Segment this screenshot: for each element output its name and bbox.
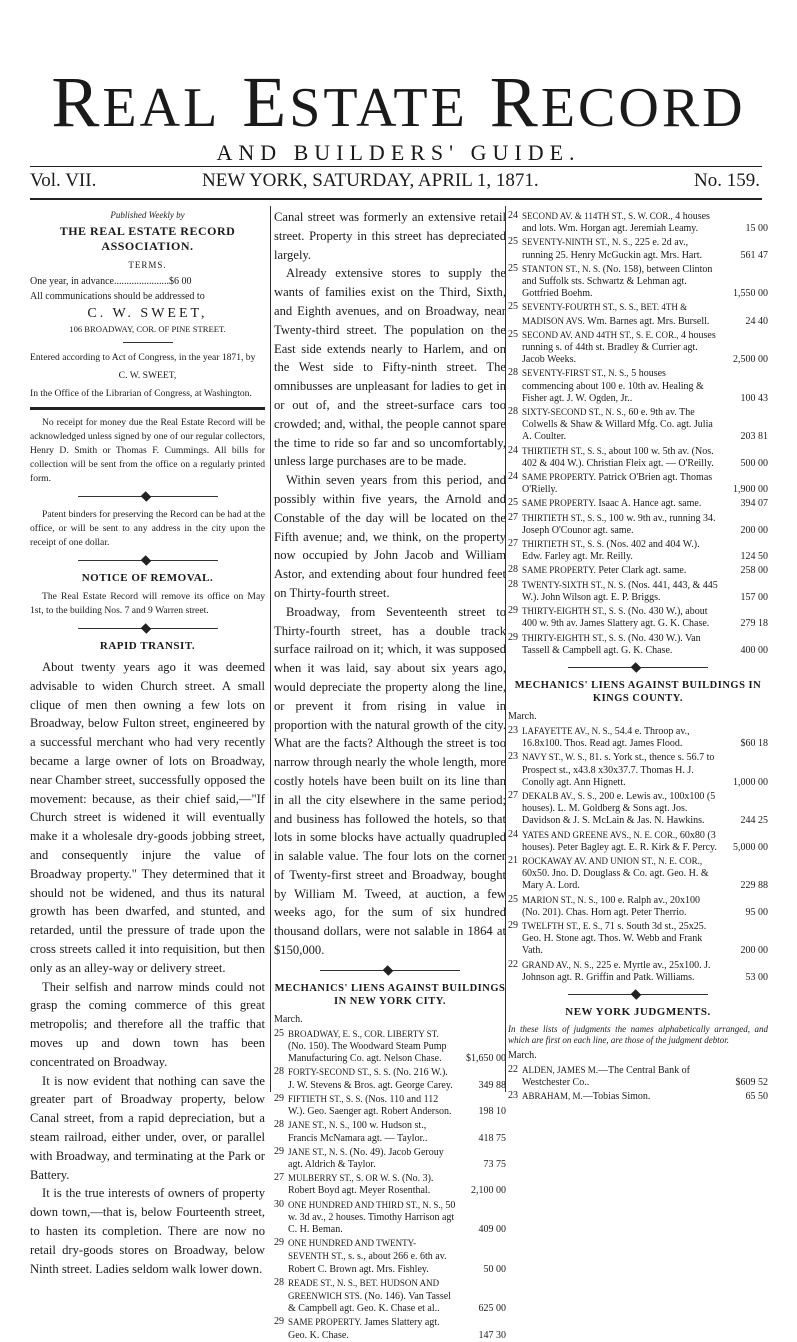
column-1 (30, 208, 265, 1276)
list-item (508, 579, 768, 604)
list-item (508, 829, 768, 854)
entry-parties: 225 e. 2d av., running 25. Henry McGuckin agt. Mrs. Hart. (522, 237, 702, 261)
entry-day: 25 (274, 1027, 284, 1039)
publisher-address: 106 BROADWAY, COR. OF PINE STREET. (69, 324, 226, 334)
entry-day: 27 (274, 1172, 284, 1184)
entry-parties: 54.4 e. Throop av., 16.8x100. Thos. Read agt. James Flood. (522, 725, 690, 750)
list-item (508, 725, 768, 750)
entry-parties: 60 e. 9th av. The Colwells & Shaw & Willard Mfg. Co. agt. Julia A. Coulter. (522, 407, 713, 443)
entry-day: 28 (508, 367, 518, 379)
article-paragraph: Canal street was formerly an extensive retail street. Property in this street has depreciated largely. (274, 210, 506, 262)
entry-amount: 24 40 (745, 315, 768, 327)
separator (568, 994, 708, 996)
column-3 (508, 208, 768, 1103)
entry-amount: 229 88 (740, 880, 768, 892)
entry-amount: 95 00 (745, 906, 768, 918)
entry-amount: 5,000 00 (733, 841, 768, 853)
entry-amount: $60 18 (740, 738, 768, 750)
title-word-record: RECORD (489, 62, 746, 142)
entry-text (288, 1199, 460, 1237)
entry-text (288, 1172, 460, 1197)
entry-location: STANTON ST., N. S. (522, 263, 601, 274)
entry-location: FORTY-SECOND ST., S. S. (288, 1067, 391, 1078)
liens-nyc-list (274, 1028, 506, 1342)
list-item (508, 751, 768, 789)
entry-location: SEVENTY-FIRST ST., N. S., (522, 368, 629, 379)
article-paragraph: Their selfish and narrow minds could not grasp the coming commerce of this great metropolis; and therefore all the traffic that moves up and down town has been concentrated on Broadway. (30, 979, 265, 1069)
entry-location: ONE HUNDRED AND TWENTY-SEVENTH ST., (288, 1238, 417, 1262)
entry-day: 25 (508, 328, 518, 340)
entry-day: 28 (274, 1119, 284, 1131)
entry-text (522, 367, 722, 405)
entry-text (288, 1316, 460, 1341)
entry-text (522, 829, 722, 854)
entry-amount: 124 50 (740, 551, 768, 563)
entry-amount: 409 00 (478, 1223, 506, 1235)
binders-notice: Patent binders for preserving the Record can be had at the office, or will be sent to any address in the city upon the receipt of one dollar. (30, 509, 265, 548)
entry-location: THIRTIETH ST., S. S. (522, 539, 605, 550)
entry-parties: James Slattery agt. Geo. K. Chase. (288, 1317, 440, 1341)
list-item (508, 538, 768, 563)
published-line: Published Weekly by (110, 210, 185, 220)
entry-amount: 203 81 (740, 431, 768, 443)
entry-day: 21 (508, 854, 518, 866)
list-item (508, 210, 768, 235)
entry-text (522, 920, 722, 958)
article-paragraph: Within seven years from this period, and possibly within five years, the Arnold and Constable of the day will be located on the Fifth avenue; and, we think, on the property now occupied by John Jacob and William Astor, and extending about four hundred feet on Thirty-fourth street. (274, 473, 506, 600)
entry-day: 22 (508, 958, 518, 970)
entry-parties: (No. 430 W.). Van Tassell & Campbell agt. G. K. Chase. (522, 632, 701, 656)
entry-parties: 71 s. South 3d st., 25x25. Geo. H. Stone agt. Thos. W. Webb and Frank Vath. (522, 920, 707, 957)
entry-location: SAME PROPERTY. (522, 472, 596, 483)
list-item (274, 1028, 506, 1066)
entry-location: ALDEN, JAMES M. (522, 1064, 599, 1075)
judgments-heading: NEW YORK JUDGMENTS. (565, 1005, 711, 1018)
list-item (274, 1172, 506, 1197)
association-name: THE REAL ESTATE RECORD ASSOCIATION. (59, 224, 236, 253)
entry-amount: 53 00 (745, 971, 768, 983)
entry-day: 28 (274, 1276, 284, 1288)
entry-text (522, 263, 722, 301)
list-item (508, 512, 768, 537)
entry-day: 29 (508, 631, 518, 643)
entry-location: THIRTIETH ST., S. S., (522, 445, 607, 456)
entry-text (522, 512, 722, 537)
entry-location: NAVY ST., W. S., (522, 752, 587, 763)
entry-parties: 4 houses and lots. Wm. Horgan agt. Jeremiah Leamy. (522, 211, 710, 235)
article-paragraph: It is the true interests of owners of property down town,—that is, below Fourteenth street, to hasten its completion. There are now no retail dry-goods stores on Broadway, below Ninth street. Ladies seldom walk lower down. (30, 1186, 265, 1276)
entry-day: 25 (508, 497, 518, 509)
entry-parties: Patrick O'Brien agt. Thomas O'Rielly. (522, 472, 713, 496)
entry-text (522, 579, 722, 604)
entry-location: SAME PROPERTY. (288, 1317, 362, 1328)
entry-location: SECOND AV. AND 44TH ST., S. E. COR., (522, 329, 679, 340)
separator (78, 496, 218, 498)
list-item (508, 367, 768, 405)
entry-parties: 4 houses running s. of 44th st. Bradley & Currier agt. Jacob Weeks. (522, 329, 716, 366)
entry-amount: $1,650 00 (466, 1053, 506, 1065)
entry-location: SEVENTY-NINTH ST., N. S., (522, 237, 633, 248)
judgments-list (508, 1064, 768, 1104)
entry-parties: 225 e. Myrtle av., 25x100. J. Johnson agt. R. Griffin and Patk. Williams. (522, 959, 711, 983)
entry-parties: (No. 3). Robert Boyd agt. Meyer Rosenthal. (288, 1173, 434, 1197)
list-item (508, 301, 768, 327)
dateline (30, 170, 762, 196)
entry-text (288, 1119, 460, 1144)
entry-amount: 561 47 (740, 249, 768, 261)
entry-text (522, 329, 722, 367)
entry-parties: (No. 430 W.), about 400 w. 9th av. James Slattery agt. G. K. Chase. (522, 606, 710, 630)
entry-amount: 625 00 (478, 1303, 506, 1315)
list-item (508, 790, 768, 828)
list-item (508, 855, 768, 893)
entry-text (522, 790, 722, 828)
entry-text (288, 1093, 460, 1118)
month-label: March. (508, 710, 537, 722)
entry-day: 29 (274, 1237, 284, 1249)
entry-amount: 50 00 (483, 1263, 506, 1275)
entry-amount: 200 00 (740, 945, 768, 957)
entry-day: 24 (508, 828, 518, 840)
entry-location: FIFTIETH ST., S. S. (288, 1093, 363, 1104)
month-label: March. (508, 1049, 537, 1061)
entry-day: 25 (508, 893, 518, 905)
entry-day: 23 (508, 751, 518, 763)
list-item (508, 959, 768, 984)
entry-amount: 147 30 (478, 1329, 506, 1341)
list-item (274, 1119, 506, 1144)
entry-amount: 1,550 00 (733, 288, 768, 300)
entry-parties: 100 w. 9th av., running 34. Joseph O'Counor agt. same. (522, 512, 716, 536)
entry-text (522, 725, 722, 750)
subscription-price: One year, in advance......................$6 00 (30, 276, 192, 287)
entry-location: SIXTY-SECOND ST., N. S., (522, 407, 626, 418)
entry-amount: 1,000 00 (733, 776, 768, 788)
entry-parties: Wm. Barnes agt. Mrs. Bursell. (584, 315, 710, 327)
entry-location: BROADWAY, E. S., COR. LIBERTY ST. (288, 1028, 439, 1039)
entry-location: SAME PROPERTY. (522, 565, 596, 576)
masthead-subtitle: AND BUILDERS' GUIDE. (216, 140, 581, 165)
entry-day: 29 (508, 919, 518, 931)
entry-parties: (Nos. 402 and 404 W.). Edw. Farley agt. Mr. Reilly. (522, 539, 700, 563)
title-word-real: REAL (51, 62, 221, 142)
entry-day: 29 (274, 1092, 284, 1104)
entry-text (522, 894, 722, 919)
entry-location: SEVENTY-FOURTH ST., S. S., BET. 4TH & MADISON AVS. (522, 302, 688, 326)
list-item (508, 445, 768, 470)
list-item (508, 406, 768, 444)
separator (123, 342, 173, 343)
list-item (508, 1090, 768, 1103)
list-item (508, 497, 768, 510)
entry-day: 28 (508, 406, 518, 418)
entry-amount: 2,500 00 (733, 354, 768, 366)
entry-text (522, 406, 722, 444)
removal-heading: NOTICE OF REMOVAL. (81, 572, 214, 584)
liens-kings-list (508, 725, 768, 984)
entry-day: 28 (508, 564, 518, 576)
entry-parties: —The Central Bank of Westchester Co.. (522, 1064, 690, 1089)
entry-text (288, 1028, 460, 1066)
separator (30, 407, 265, 410)
entry-parties: 81. s. York st., thence s. 56.7 to Prospect st., x43.8 x30x37.7. Thomas H. J. Conolly agt. Ann Hignett. (522, 752, 715, 788)
entry-amount: 500 00 (740, 457, 768, 469)
entry-text (522, 605, 722, 630)
entry-amount: 418 75 (478, 1132, 506, 1144)
title-word-estate: ESTATE (242, 62, 468, 142)
entry-amount: 1,900 00 (733, 484, 768, 496)
entry-parties: 60x80 (3 houses). Peter Bagley agt. E. R. Kirk & F. Percy. (522, 829, 717, 853)
entry-day: 24 (508, 444, 518, 456)
entry-parties: about 100 w. 5th av. (Nos. 402 & 404 W.). Christian Fleix agt. — O'Reilly. (522, 445, 714, 469)
copyright-office: In the Office of the Librarian of Congress, at Washington. (30, 388, 252, 399)
list-item (274, 1093, 506, 1118)
entry-day: 23 (508, 1090, 518, 1102)
entry-day: 27 (508, 789, 518, 801)
article-paragraph: It is now evident that nothing can save the greater part of Broadway property, below Canal street, from a rapid depreciation, but a steam railroad, either under, over, or parallel with Broadway, and terminating at the Park or Battery. (30, 1073, 265, 1182)
entry-day: 23 (508, 724, 518, 736)
entry-text (288, 1066, 460, 1091)
column-divider (270, 206, 271, 1092)
entry-parties: (No. 216 W.). J. W. Stevens & Bros. agt. George Carey. (288, 1067, 453, 1091)
entry-location: THIRTY-EIGHTH ST., S. S. (522, 632, 626, 643)
liens-nyc-list-continued (508, 210, 768, 657)
entry-location: SECOND AV. & 114TH ST., S. W. COR., (522, 211, 673, 221)
entry-location: THIRTY-EIGHTH ST., S. S. (522, 606, 626, 617)
entry-amount: $609 52 (735, 1077, 768, 1089)
receipt-notice: No receipt for money due the Real Estate Record will be acknowledged unless signed by one of our regular collectors, Henry D. Smith or Thomas F. Cummings. All bills for collection will be sent from the office on a regularly printed form. (30, 417, 265, 484)
entry-amount: 394 07 (740, 498, 768, 510)
entry-amount: 2,100 00 (471, 1185, 506, 1197)
address-note: All communications should be addressed to (30, 291, 205, 302)
entry-location: GRAND AV., N. S., (522, 959, 594, 970)
entry-text (522, 1064, 722, 1089)
separator (78, 628, 218, 630)
entry-location: LAFAYETTE AV., N. S., (522, 725, 613, 736)
copyright-line: Entered according to Act of Congress, in the year 1871, by (30, 352, 256, 363)
entry-parties: (Nos. 110 and 112 W.). Geo. Saenger agt. Robert Anderson. (288, 1093, 452, 1118)
entry-parties: 200 e. Lewis av., 100x100 (5 houses). L. M. Goldberg & Sons agt. Jos. Davidson & J. S. McLain & Jas. N. Hawkins. (522, 790, 716, 827)
entry-day: 27 (508, 538, 518, 550)
entry-location: DEKALB AV., S. S., (522, 790, 597, 801)
removal-notice: The Real Estate Record will remove its office on May 1st, to the building Nos. 7 and 9 Warren street. (30, 591, 265, 616)
entry-text (522, 497, 722, 510)
list-item (274, 1277, 506, 1316)
entry-day: 28 (274, 1066, 284, 1078)
entry-text (522, 471, 722, 496)
entry-text (522, 959, 722, 984)
rule-bottom (30, 198, 762, 200)
entry-day: 28 (508, 578, 518, 590)
entry-amount: 279 18 (740, 618, 768, 630)
entry-amount: 15 00 (745, 223, 768, 235)
entry-amount: 258 00 (740, 565, 768, 577)
entry-day: 29 (274, 1145, 284, 1157)
entry-parties: 60x50. Jno. D. Douglass & Co. agt. Geo. H. & Mary A. Lord. (522, 868, 709, 892)
entry-location: ABRAHAM, M. (522, 1091, 583, 1102)
entry-amount: 157 00 (740, 591, 768, 603)
entry-location: MULBERRY ST., S. OR W. S. (288, 1173, 400, 1184)
entry-location: ONE HUNDRED AND THIRD ST., N. S., (288, 1199, 443, 1210)
copyright-name: C. W. SWEET, (118, 370, 177, 381)
entry-day: 27 (508, 511, 518, 523)
list-item (274, 1146, 506, 1171)
entry-parties: (Nos. 441, 443, & 445 W.). John Wilson agt. E. P. Briggs. (522, 579, 718, 603)
entry-day: 24 (508, 471, 518, 483)
list-item (508, 263, 768, 301)
entry-location: JANE ST., N. S. (288, 1146, 348, 1157)
entry-amount: 400 00 (740, 644, 768, 656)
entry-amount: 198 10 (478, 1106, 506, 1118)
entry-parties: 50 w. 3d av., 2 houses. Timothy Harrison agt C. H. Beman. (288, 1199, 456, 1235)
entry-amount: 200 00 (740, 524, 768, 536)
liens-kings-heading: MECHANICS' LIENS AGAINST BUILDINGS IN KINGS COUNTY. (514, 679, 762, 704)
separator (78, 560, 218, 562)
list-item (274, 1237, 506, 1276)
entry-amount: 65 50 (745, 1091, 768, 1103)
entry-day: 25 (508, 262, 518, 274)
entry-location: MARION ST., N. S., (522, 894, 598, 905)
terms-heading: TERMS. (128, 260, 167, 270)
entry-text (288, 1237, 460, 1276)
publisher-name: C. W. SWEET, (87, 306, 208, 321)
list-item (274, 1316, 506, 1341)
entry-text (522, 751, 722, 789)
entry-day: 24 (508, 210, 518, 221)
entry-location: READE ST., N. S., BET. HUDSON AND GREENWICH STS. (288, 1277, 440, 1301)
entry-parties: 100 w. Hudson st., Francis McNamara agt. — Taylor.. (288, 1120, 428, 1144)
entry-parties: —Tobias Simon. (582, 1091, 651, 1103)
entry-amount: 244 25 (740, 815, 768, 827)
entry-text (522, 210, 722, 235)
volume-label: Vol. VII. (30, 170, 97, 191)
entry-parties: (No. 146). Van Tassel & Campbell agt. Geo. K. Chase et al.. (288, 1290, 451, 1315)
entry-day: 22 (508, 1063, 518, 1075)
entry-parties: (No. 150). The Woodward Steam Pump Manufacturing Co. agt. Nelson Chase. (288, 1041, 447, 1065)
entry-parties: 100 e. Ralph av., 20x100 (No. 201). Chas. Horn agt. Peter Therrio. (522, 894, 700, 918)
list-item (274, 1066, 506, 1091)
entry-location: ROCKAWAY AV. AND UNION ST., N. E. COR., (522, 855, 703, 866)
entry-location: THIRTIETH ST., S. S., (522, 512, 607, 523)
list-item (508, 920, 768, 958)
entry-text (522, 301, 722, 327)
article-paragraph: Broadway, from Seventeenth street to Thirty-fourth street, has a double track surface railroad on it; which, it was supposed when it was laid, say about six years ago, would depreciate the property along the line, or prevent it from rising in value in proportion with the natural growth of the city. What are the facts? Although the street is too narrow through nearly the whole length, more costly hotels have been built on its line than in all the city elsewhere in the same period; and business has followed the hotels, so that lots in some blocks have actually quadrupled in salable value. The four lots on the corner of Twenty-first street and Broadway, bought by William M. Tweed, at auction, a few weeks ago, for the sum of six hundred thousand dollars, were not salable in 1864 at $150,000. (274, 604, 506, 958)
liens-nyc-heading: MECHANICS' LIENS AGAINST BUILDINGS IN NEW YORK CITY. (274, 982, 506, 1007)
entry-parties: 5 houses commencing about 100 e. 10th av. Healing & Fisher agt. J. W. Ogden, Jr.. (522, 368, 704, 404)
article-paragraph: About twenty years ago it was deemed advisable to widen Church street. A small clique of men then owning a few lots on Broadway, below Fulton street, engineered by a successful merchant who had very recently became a large owner of lots on Broadway, near Chamber street, successfully opposed the movement: because, as their chief said,—"If Church street is widened it will eventually make it a wholesale dry-goods jobbing street, and consequently injure the value of Broadway property." They determined that it should not be widened, and thus its natural growth has been dwarfed, and stunted, and retarded, until the pressure of trade upon the cross streets called it into requisition, but then only as an alley-way or delivery street. (30, 660, 265, 975)
entry-location: SAME PROPERTY. (522, 498, 596, 509)
entry-text (522, 538, 722, 563)
entry-text (288, 1277, 460, 1316)
entry-text (522, 236, 722, 261)
entry-amount: 100 43 (740, 392, 768, 404)
entry-day: 25 (508, 301, 518, 313)
separator (568, 667, 708, 669)
entry-day: 30 (274, 1198, 284, 1210)
entry-text (522, 632, 722, 657)
rapid-transit-heading: RAPID TRANSIT. (99, 640, 196, 652)
entry-text (522, 564, 722, 577)
list-item (508, 605, 768, 630)
separator (320, 970, 460, 972)
list-item (508, 894, 768, 919)
entry-location: TWENTY-SIXTH ST., N. S. (522, 579, 626, 590)
entry-parties: (No. 49). Jacob Gerouy agt. Aldrich & Taylor. (288, 1146, 444, 1170)
month-label: March. (274, 1013, 303, 1025)
entry-amount: 73 75 (483, 1158, 506, 1170)
entry-amount: 349 88 (478, 1079, 506, 1091)
entry-day: 29 (274, 1316, 284, 1328)
entry-text (288, 1146, 460, 1171)
entry-parties: Peter Clark agt. same. (595, 565, 687, 577)
entry-location: JANE ST., N. S., (288, 1120, 350, 1131)
entry-day: 25 (508, 236, 518, 248)
judgments-note: In these lists of judgments the names alphabetically arranged, and which are first on each line, are those of the judgment debtor. (508, 1023, 768, 1045)
entry-location: YATES AND GREENE AVS., N. E. COR., (522, 829, 678, 840)
list-item (508, 471, 768, 496)
masthead-title (0, 62, 797, 142)
entry-text (522, 855, 722, 893)
entry-day: 29 (508, 605, 518, 617)
list-item (508, 632, 768, 657)
list-item (274, 1199, 506, 1237)
entry-parties: Isaac A. Hance agt. same. (595, 498, 702, 510)
entry-location: TWELFTH ST., E. S., (522, 920, 603, 931)
entry-text (522, 1090, 722, 1103)
entry-parties: (No. 158), between Clinton and Suffolk sts. Schwartz & Lehman agt. Gottfried Boehm. (522, 263, 713, 300)
article-paragraph: Already extensive stores to supply the wants of families exist on the Third, Sixth, and Eighth avenues, and on Broadway, near Twenty-third street. The population on the East side extends nearly to Harlem, and on the West side to Fifty-ninth street. The omnibusses are unpleasant for ladies to get in or out of, and the street-surface cars too crowded; and, withal, the people cannot spare the time to ride so far and so uncomfortably, unless large purchases are to be made. (274, 266, 506, 469)
entry-parties: s. s., about 266 e. 6th av. Robert C. Brown agt. Mrs. Fishley. (288, 1251, 447, 1275)
rule-top (30, 166, 762, 167)
list-item (508, 1064, 768, 1089)
list-item (508, 564, 768, 577)
issue-date: NEW YORK, SATURDAY, APRIL 1, 1871. (202, 170, 539, 191)
entry-text (522, 445, 722, 470)
issue-number: No. 159. (694, 170, 760, 191)
column-2 (274, 208, 506, 1341)
list-item (508, 329, 768, 367)
list-item (508, 236, 768, 261)
